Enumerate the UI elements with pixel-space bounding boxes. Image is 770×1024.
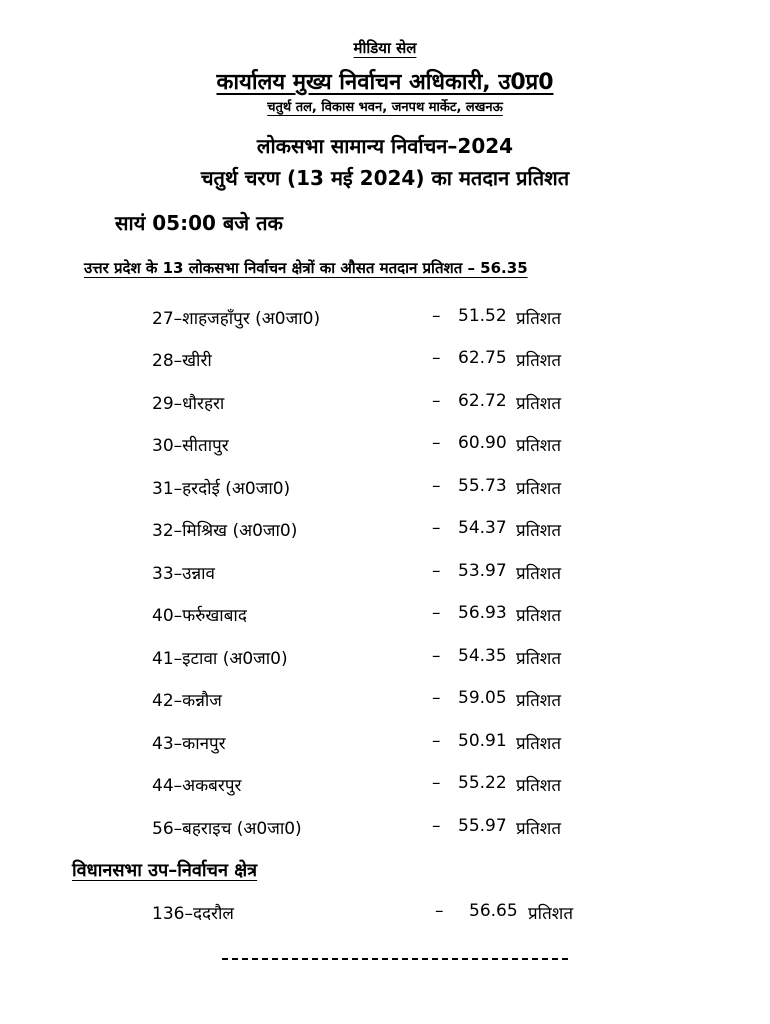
dash: – <box>432 391 441 411</box>
dash: – <box>432 731 441 751</box>
turnout-percent: 60.90 <box>458 433 507 453</box>
percent-unit: प्रतिशत <box>516 479 562 499</box>
election-title: लोकसभा सामान्य निर्वाचन–2024 <box>256 134 514 158</box>
percent-unit: प्रतिशत <box>516 394 562 414</box>
turnout-percent: 62.72 <box>458 391 507 411</box>
constituency-name: 31–हरदोई (अ0जा0) <box>152 479 291 499</box>
turnout-percent: 53.97 <box>458 561 507 581</box>
assembly-name: 136–ददरौल <box>152 904 234 924</box>
turnout-percent: 54.35 <box>458 646 507 666</box>
turnout-percent: 62.75 <box>458 348 507 368</box>
dash: – <box>432 773 441 793</box>
turnout-percent: 55.97 <box>458 816 507 836</box>
dash: – <box>432 688 441 708</box>
closing-divider <box>222 958 568 960</box>
office-title: कार्यालय मुख्य निर्वाचन अधिकारी, उ0प्र0 <box>216 70 554 95</box>
constituency-name: 40–फर्रुखाबाद <box>152 606 247 626</box>
percent-unit: प्रतिशत <box>516 776 562 796</box>
percent-unit: प्रतिशत <box>516 521 562 541</box>
percent-unit: प्रतिशत <box>516 606 562 626</box>
turnout-percent: 55.22 <box>458 773 507 793</box>
turnout-percent: 56.93 <box>458 603 507 623</box>
dash: – <box>432 561 441 581</box>
dash: – <box>432 646 441 666</box>
percent-unit: प्रतिशत <box>516 436 562 456</box>
media-cell-heading: मीडिया सेल <box>353 39 417 57</box>
assembly-byelection-heading: विधानसभा उप–निर्वाचन क्षेत्र <box>72 860 258 881</box>
constituency-name: 56–बहराइच (अ0जा0) <box>152 819 302 839</box>
percent-unit: प्रतिशत <box>516 819 562 839</box>
constituency-name: 28–खीरी <box>152 351 212 371</box>
dash: – <box>432 348 441 368</box>
dash: – <box>432 816 441 836</box>
constituency-name: 41–इटावा (अ0जा0) <box>152 649 288 669</box>
dash: – <box>432 476 441 496</box>
constituency-name: 42–कन्नौज <box>152 691 222 711</box>
constituency-name: 33–उन्नाव <box>152 564 215 584</box>
dash: – <box>435 901 444 921</box>
turnout-percent: 50.91 <box>458 731 507 751</box>
constituency-name: 29–धौरहरा <box>152 394 225 414</box>
turnout-percent: 56.65 <box>469 901 518 921</box>
percent-unit: प्रतिशत <box>516 564 562 584</box>
dash: – <box>432 603 441 623</box>
turnout-percent: 51.52 <box>458 306 507 326</box>
phase-title: चतुर्थ चरण (13 मई 2024) का मतदान प्रतिशत <box>200 166 570 190</box>
constituency-name: 32–मिश्रिख (अ0जा0) <box>152 521 298 541</box>
turnout-percent: 55.73 <box>458 476 507 496</box>
percent-unit: प्रतिशत <box>516 649 562 669</box>
turnout-percent: 54.37 <box>458 518 507 538</box>
percent-unit: प्रतिशत <box>516 309 562 329</box>
constituency-name: 27–शाहजहाँपुर (अ0जा0) <box>152 309 321 329</box>
percent-unit: प्रतिशत <box>528 904 574 924</box>
dash: – <box>432 433 441 453</box>
constituency-name: 44–अकबरपुर <box>152 776 242 796</box>
office-address: चतुर्थ तल, विकास भवन, जनपथ मार्केट, लखनऊ <box>267 100 503 115</box>
percent-unit: प्रतिशत <box>516 691 562 711</box>
percent-unit: प्रतिशत <box>516 734 562 754</box>
dash: – <box>432 518 441 538</box>
constituency-name: 30–सीतापुर <box>152 436 229 456</box>
dash: – <box>432 306 441 326</box>
turnout-percent: 59.05 <box>458 688 507 708</box>
state-summary: उत्तर प्रदेश के 13 लोकसभा निर्वाचन क्षेत्रों का औसत मतदान प्रतिशत – 56.35 <box>84 259 528 277</box>
percent-unit: प्रतिशत <box>516 351 562 371</box>
constituency-name: 43–कानपुर <box>152 734 226 754</box>
time-label: सायं 05:00 बजे तक <box>115 211 283 235</box>
